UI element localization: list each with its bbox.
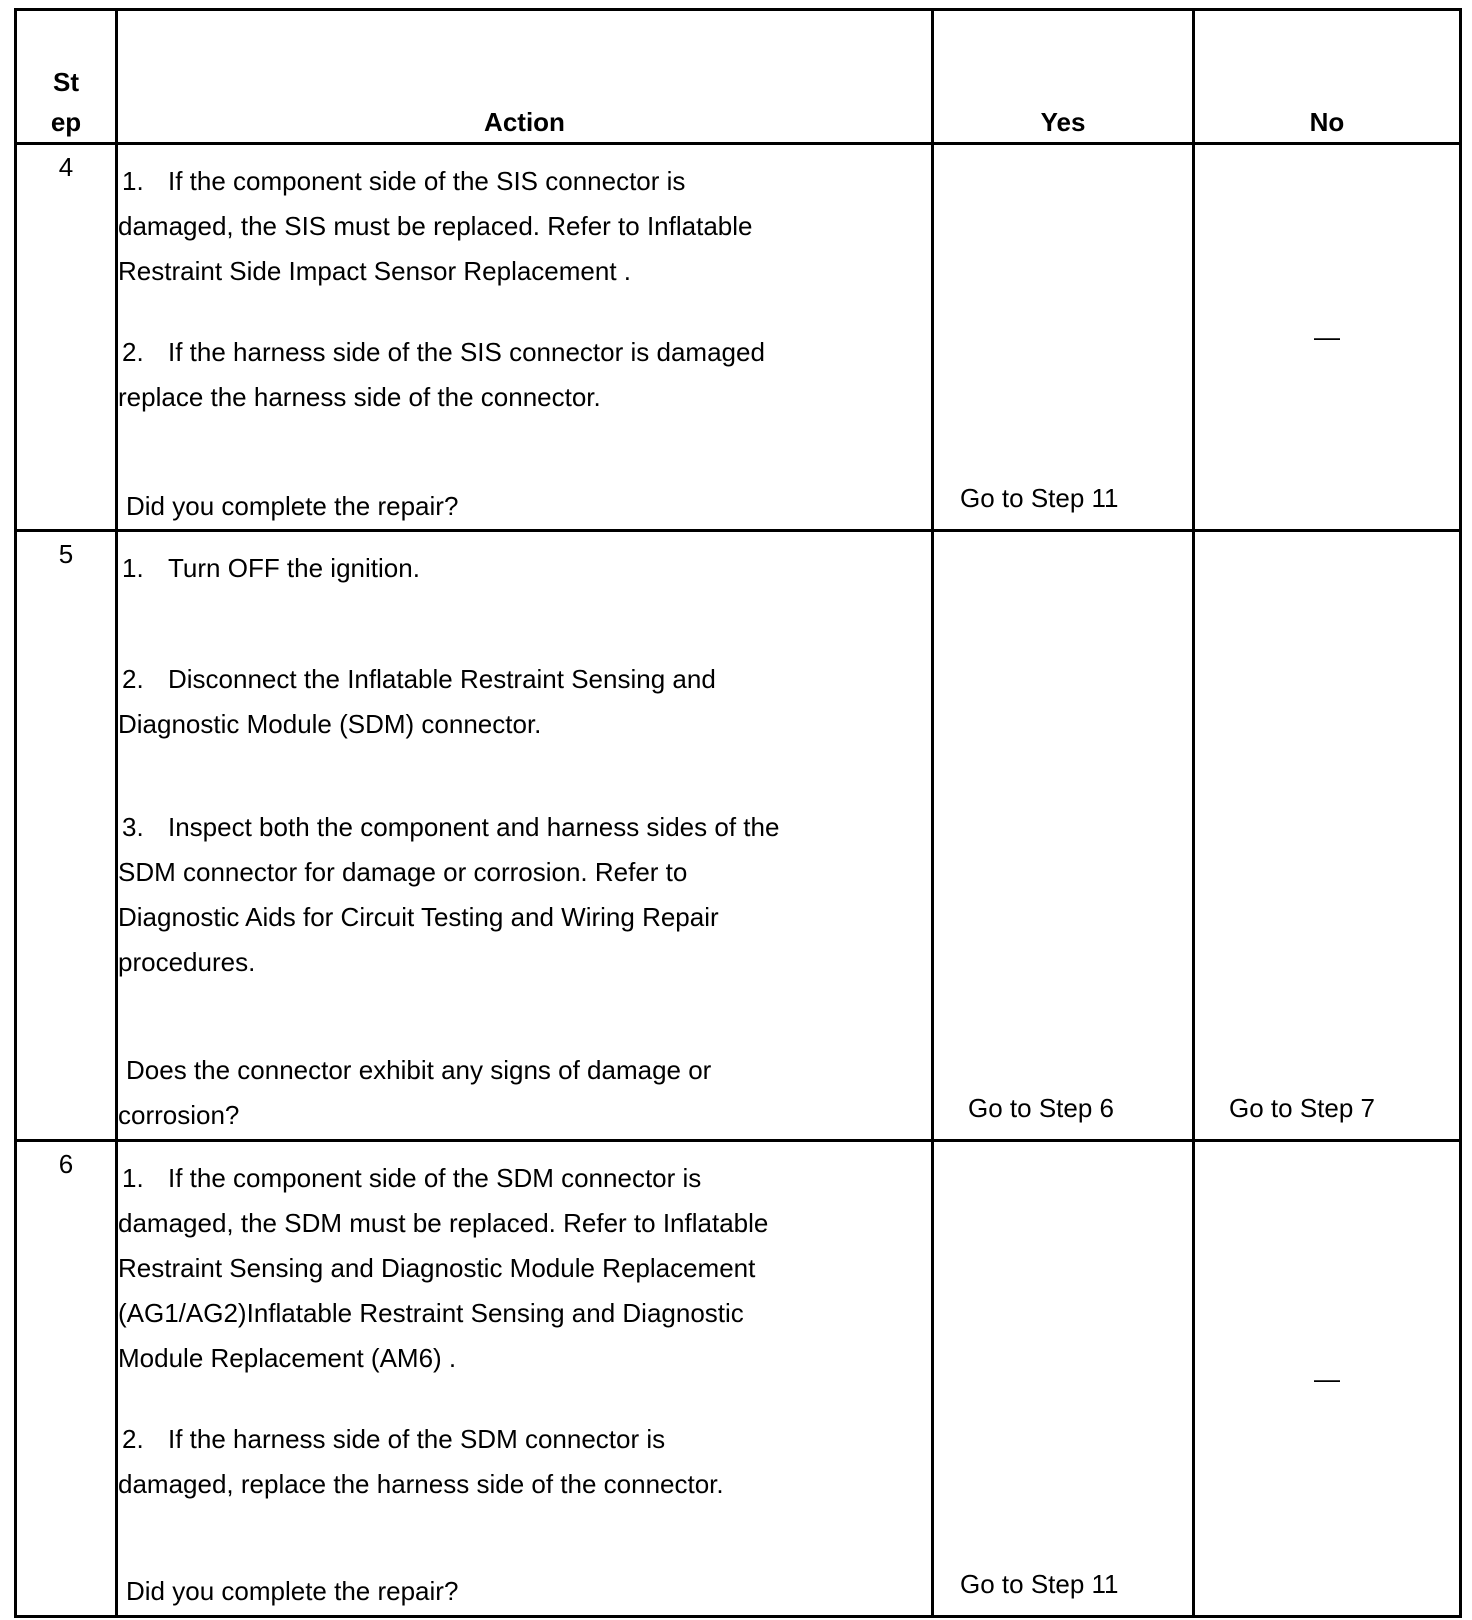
- item-text: If the component side of the SIS connector is damaged, the SIS must be replaced. Refer to Inflatable Restraint Side Impact Sensor Replacement .: [118, 166, 753, 286]
- item-text: Turn OFF the ignition.: [168, 553, 420, 583]
- action-cell: [117, 1141, 933, 1617]
- action-item: [118, 330, 798, 420]
- step-number: 5: [16, 531, 117, 1141]
- action-item: [118, 657, 798, 747]
- item-text: If the harness side of the SIS connector is damaged replace the harness side of the connector.: [118, 337, 765, 412]
- header-step: [16, 10, 117, 144]
- header-step-label: St ep: [50, 67, 82, 137]
- no-answer: —: [1314, 1363, 1340, 1393]
- header-no: No: [1194, 10, 1461, 144]
- action-item: [118, 159, 798, 294]
- yes-answer: Go to Step 11: [960, 1569, 1119, 1599]
- action-item: [118, 1417, 768, 1507]
- yes-answer: Go to Step 6: [968, 1093, 1114, 1123]
- item-number: 1.: [122, 1163, 144, 1193]
- header-action: Action: [117, 10, 933, 144]
- item-number: 3.: [122, 812, 144, 842]
- table-row: [16, 144, 1461, 531]
- table-row: [16, 531, 1461, 1141]
- item-number: 2.: [122, 337, 144, 367]
- item-text: Disconnect the Inflatable Restraint Sensing and Diagnostic Module (SDM) connector.: [118, 664, 716, 739]
- item-text: Inspect both the component and harness sides of the SDM connector for damage or corrosion. Refer to Diagnostic Aids for Circuit Testing and Wiring Repair procedures.: [118, 812, 780, 977]
- yes-cell: [933, 1141, 1194, 1617]
- item-number: 2.: [122, 1424, 144, 1454]
- item-text: If the component side of the SDM connector is damaged, the SDM must be replaced. Refer to Inflatable Restraint Sensing and Diagnostic Module Replacement (AG1/AG2)Inflatable Restraint Sensing and Diagnostic Module Replacement (AM6) .: [118, 1163, 769, 1373]
- no-answer: —: [1314, 321, 1340, 352]
- action-question: [118, 1048, 798, 1138]
- yes-cell: [933, 144, 1194, 531]
- action-item: [118, 546, 798, 591]
- item-number: 1.: [122, 166, 144, 196]
- question-text: Does the connector exhibit any signs of damage or corrosion?: [118, 1055, 712, 1130]
- action-question: Did you complete the repair?: [126, 1576, 459, 1606]
- no-answer: Go to Step 7: [1229, 1093, 1375, 1123]
- no-cell: [1194, 1141, 1461, 1617]
- action-cell: [117, 144, 933, 531]
- action-item: [118, 805, 798, 985]
- action-question: Did you complete the repair?: [126, 491, 459, 521]
- action-item: [118, 1156, 808, 1381]
- no-cell: [1194, 531, 1461, 1141]
- item-number: 2.: [122, 664, 144, 694]
- yes-cell: [933, 531, 1194, 1141]
- step-number: 4: [16, 144, 117, 531]
- diagnostic-table: [14, 8, 1462, 1618]
- step-number: 6: [16, 1141, 117, 1617]
- item-number: 1.: [122, 553, 144, 583]
- no-cell: [1194, 144, 1461, 531]
- item-text: If the harness side of the SDM connector is damaged, replace the harness side of the connector.: [118, 1424, 724, 1499]
- table-row: [16, 1141, 1461, 1617]
- header-yes: Yes: [933, 10, 1194, 144]
- table-header-row: [16, 10, 1461, 144]
- action-cell: [117, 531, 933, 1141]
- yes-answer: Go to Step 11: [960, 483, 1119, 513]
